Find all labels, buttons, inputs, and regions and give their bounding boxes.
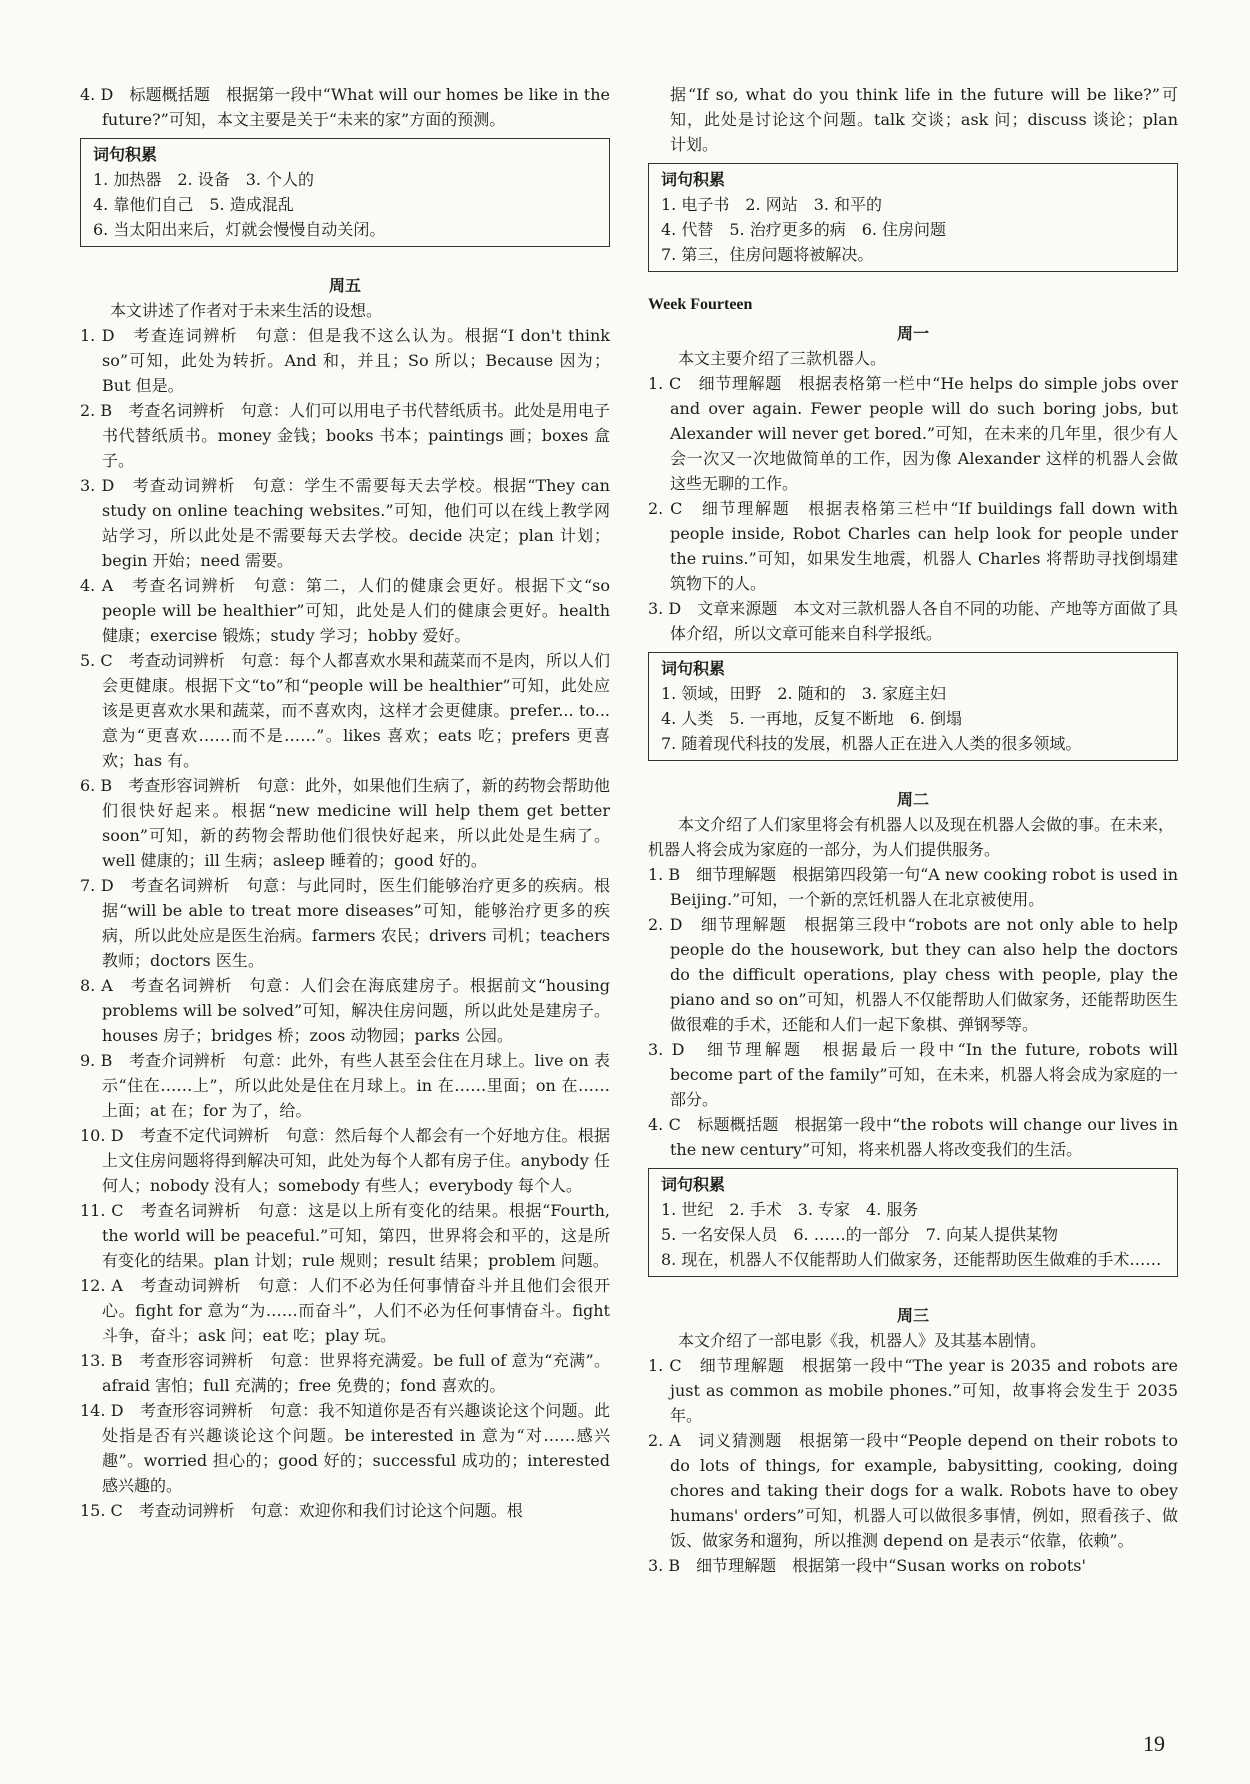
answer-item: 3. D 细节理解题 根据最后一段中“In the future, robots will become part of the family”可知，在未来，机器人将会成为家庭的一部分。 bbox=[648, 1040, 1178, 1109]
vocab-box bbox=[80, 138, 610, 247]
answer-item: 9. B 考查介词辨析 句意：此外，有些人甚至会住在月球上。live on 表示“住在……上”，所以此处是住在月球上。in 在……里面；on 在……上面；at 在；for 为了，给。 bbox=[80, 1051, 610, 1120]
vocab-title: 词句积累 bbox=[93, 145, 158, 164]
answer-item: 12. A 考查动词辨析 句意：人们不必为任何事情奋斗并且他们会很开心。fight for 意为“为……而奋斗”，人们不必为任何事情奋斗。fight 斗争，奋斗；ask 问；eat 吃；play 玩。 bbox=[80, 1276, 610, 1345]
answer-item: 1. C 细节理解题 根据表格第一栏中“He helps do simple jobs over and over again. Fewer people will do such boring jobs, but Alexander will never get bored.”可知，在未来的几年里，很少有人会一次又一次地做简单的工作，因为像 Alexander 这样的机器人会做这些无聊的工作。 bbox=[648, 374, 1178, 493]
section-intro: 本文主要介绍了三款机器人。 bbox=[678, 349, 887, 368]
vocab-row: 1. 世纪 2. 手术 3. 专家 4. 服务 bbox=[661, 1200, 919, 1219]
vocab-box bbox=[648, 652, 1178, 761]
vocab-row: 8. 现在，机器人不仅能帮助人们做家务，还能帮助医生做难的手术…… bbox=[661, 1250, 1162, 1269]
answer-item: 4. A 考查名词辨析 句意：第二，人们的健康会更好。根据下文“so people will be healthier”可知，此处是人们的健康会更好。health 健康；exercise 锻炼；study 学习；hobby 爱好。 bbox=[80, 576, 610, 645]
answer-item: 4. D 标题概括题 根据第一段中“What will our homes be like in the future?”可知，本文主要是关于“未来的家”方面的预测。 bbox=[80, 85, 610, 129]
right-column bbox=[648, 82, 1178, 1578]
answer-item: 1. C 细节理解题 根据第一段中“The year is 2035 and robots are just as common as mobile phones.”可知，故事将会发生于 2035 年。 bbox=[648, 1356, 1178, 1425]
answer-item: 2. C 细节理解题 根据表格第三栏中“If buildings fall down with people inside, Robot Charles can help look for people under the ruins.”可知，如果发生地震，机器人 Charles 将帮助寻找倒塌建筑物下的人。 bbox=[648, 499, 1178, 593]
section-heading-monday: 周一 bbox=[896, 324, 929, 343]
answer-item: 2. B 考查名词辨析 句意：人们可以用电子书代替纸质书。此处是用电子书代替纸质书。money 金钱；books 书本；paintings 画；boxes 盒子。 bbox=[80, 401, 610, 470]
answer-item: 7. D 考查名词辨析 句意：与此同时，医生们能够治疗更多的疾病。根据“will be able to treat more diseases”可知，能够治疗更多的疾病，所以此处应是医生治病。farmers 农民；drivers 司机；teachers 教师；doctors 医生。 bbox=[80, 876, 610, 970]
answer-item: 10. D 考查不定代词辨析 句意：然后每个人都会有一个好地方住。根据上文住房问题将得到解决可知，此处为每个人都有房子住。anybody 任何人；nobody 没有人；somebody 有些人；everybody 每个人。 bbox=[80, 1126, 610, 1195]
section-heading-tuesday: 周二 bbox=[896, 790, 929, 809]
vocab-row: 1. 电子书 2. 网站 3. 和平的 bbox=[661, 195, 883, 214]
answer-item: 14. D 考查形容词辨析 句意：我不知道你是否有兴趣谈论这个问题。此处指是否有兴趣谈论这个问题。be interested in 意为“对……感兴趣”。worried 担心的；good 好的；successful 成功的；interested 感兴趣的。 bbox=[80, 1401, 610, 1495]
vocab-row: 4. 人类 5. 一再地，反复不断地 6. 倒塌 bbox=[661, 709, 963, 728]
answer-item: 1. B 细节理解题 根据第四段第一句“A new cooking robot is used in Beijing.”可知，一个新的烹饪机器人在北京被使用。 bbox=[648, 865, 1178, 909]
vocab-box bbox=[648, 163, 1178, 272]
answer-item: 13. B 考查形容词辨析 句意：世界将充满爱。be full of 意为“充满”。afraid 害怕；full 充满的；free 免费的；fond 喜欢的。 bbox=[80, 1351, 610, 1395]
left-column bbox=[80, 82, 610, 1523]
page-number: 19 bbox=[1143, 1731, 1165, 1756]
answer-continuation: 据“If so, what do you think life in the future will be like?”可知，此处是讨论这个问题。talk 交谈；ask 问；discuss 谈论；plan 计划。 bbox=[670, 85, 1178, 154]
section-intro: 本文介绍了人们家里将会有机器人以及现在机器人会做的事。在未来，机器人将会成为家庭的一部分，为人们提供服务。 bbox=[648, 815, 1175, 859]
answer-item: 4. C 标题概括题 根据第一段中“the robots will change our lives in the new century”可知，将来机器人将改变我们的生活。 bbox=[648, 1115, 1178, 1159]
section-heading-wednesday: 周三 bbox=[896, 1306, 929, 1325]
vocab-row: 5. 一名安保人员 6. ……的一部分 7. 向某人提供某物 bbox=[661, 1225, 1059, 1244]
answer-item: 6. B 考查形容词辨析 句意：此外，如果他们生病了，新的药物会帮助他们很快好起来。根据“new medicine will help them get better soon”可知，新的药物会帮助他们很快好起来，所以此处是生病了。well 健康的；ill 生病；asleep 睡着的；good 好的。 bbox=[80, 776, 610, 870]
section-intro: 本文介绍了一部电影《我，机器人》及其基本剧情。 bbox=[678, 1331, 1047, 1350]
vocab-title: 词句积累 bbox=[661, 659, 726, 678]
vocab-row: 1. 领域，田野 2. 随和的 3. 家庭主妇 bbox=[661, 684, 947, 703]
answer-item: 15. C 考查动词辨析 句意：欢迎你和我们讨论这个问题。根 bbox=[80, 1501, 523, 1520]
vocab-title: 词句积累 bbox=[661, 170, 726, 189]
answer-item: 2. D 细节理解题 根据第三段中“robots are not only able to help people do the housework, but they can also help the doctors do the difficult operations, play chess with people, play the piano and so on”可知，机器人不仅能帮助人们做家务，还能帮助医生做很难的手术，还能和人们一起下象棋、弹钢琴等。 bbox=[648, 915, 1178, 1034]
section-intro: 本文讲述了作者对于未来生活的设想。 bbox=[110, 301, 383, 320]
vocab-title: 词句积累 bbox=[661, 1175, 726, 1194]
answer-item: 3. D 考查动词辨析 句意：学生不需要每天去学校。根据“They can study on online teaching websites.”可知，他们可以在线上教学网站学习，所以此处是不需要每天去学校。decide 决定；plan 计划；begin 开始；need 需要。 bbox=[80, 476, 610, 570]
answer-item: 11. C 考查名词辨析 句意：这是以上所有变化的结果。根据“Fourth, the world will be peaceful.”可知，第四，世界将会和平的，这是所有变化的结果。plan 计划；rule 规则；result 结果；problem 问题。 bbox=[80, 1201, 610, 1270]
vocab-row: 7. 随着现代科技的发展，机器人正在进入人类的很多领域。 bbox=[661, 734, 1082, 753]
vocab-row: 6. 当太阳出来后，灯就会慢慢自动关闭。 bbox=[93, 220, 386, 239]
answer-item: 5. C 考查动词辨析 句意：每个人都喜欢水果和蔬菜而不是肉，所以人们会更健康。根据下文“to”和“people will be healthier”可知，此处应该是更喜欢水果和蔬菜，而不喜欢肉，这样才会更健康。prefer... to... 意为“更喜欢……而不是……”。likes 喜欢；eats 吃；prefers 更喜欢；has 有。 bbox=[80, 651, 610, 770]
answer-item: 8. A 考查名词辨析 句意：人们会在海底建房子。根据前文“housing problems will be solved”可知，解决住房问题，所以此处是建房子。houses 房子；bridges 桥；zoos 动物园；parks 公园。 bbox=[80, 976, 610, 1045]
vocab-row: 4. 靠他们自己 5. 造成混乱 bbox=[93, 195, 294, 214]
vocab-row: 1. 加热器 2. 设备 3. 个人的 bbox=[93, 170, 315, 189]
answer-item: 3. D 文章来源题 本文对三款机器人各自不同的功能、产地等方面做了具体介绍，所以文章可能来自科学报纸。 bbox=[648, 599, 1178, 643]
week-heading: Week Fourteen bbox=[648, 296, 753, 313]
answer-item: 1. D 考查连词辨析 句意：但是我不这么认为。根据“I don't think so”可知，此处为转折。And 和，并且；So 所以；Because 因为；But 但是。 bbox=[80, 326, 610, 395]
section-heading-friday: 周五 bbox=[328, 276, 361, 295]
answer-item: 2. A 词义猜测题 根据第一段中“People depend on their robots to do lots of things, for example, babysitting, cooking, doing chores and taking their dogs for a walk. Robots have to obey humans' orders”可知，机器人可以做很多事情，例如，照看孩子、做饭、做家务和遛狗，所以推测 depend on 是表示“依靠，依赖”。 bbox=[648, 1431, 1178, 1550]
answer-item: 3. B 细节理解题 根据第一段中“Susan works on robots' bbox=[648, 1556, 1086, 1575]
vocab-row: 7. 第三，住房问题将被解决。 bbox=[661, 245, 874, 264]
vocab-box bbox=[648, 1168, 1178, 1277]
vocab-row: 4. 代替 5. 治疗更多的病 6. 住房问题 bbox=[661, 220, 947, 239]
